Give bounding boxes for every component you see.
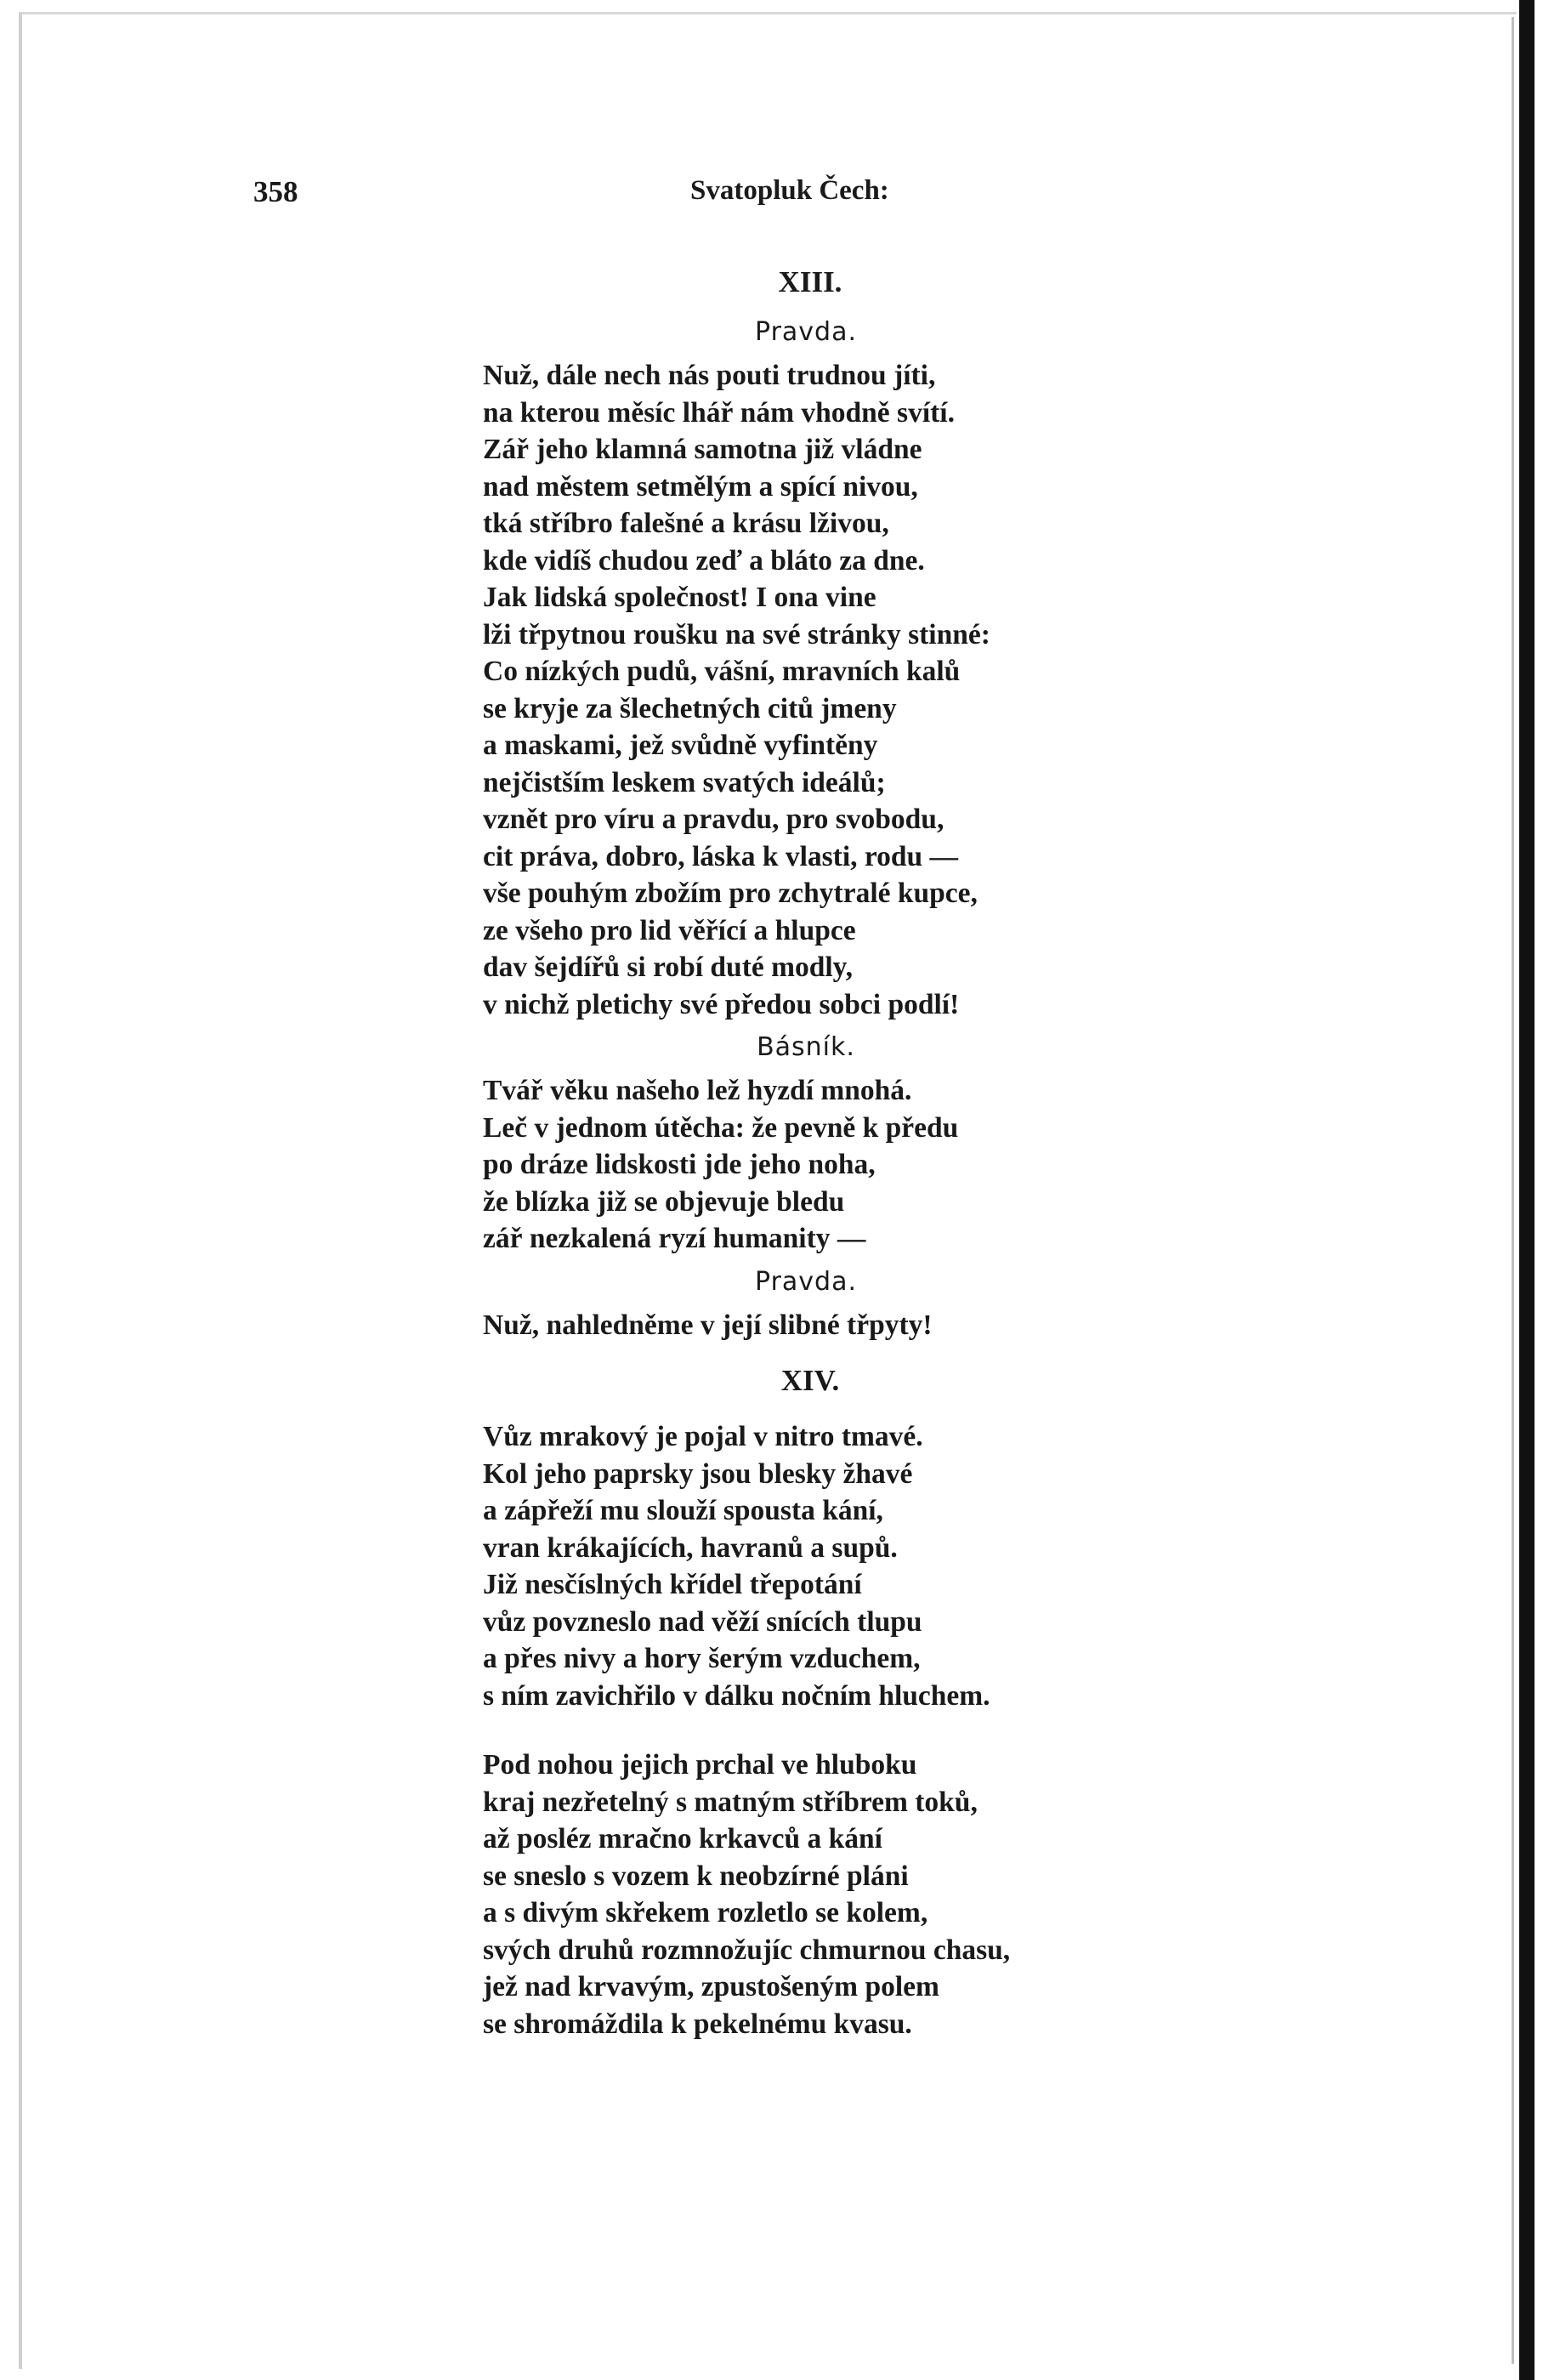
verse-line: nejčistším leskem svatých ideálů;	[483, 766, 886, 798]
speaker-label: Pravda.	[755, 1266, 857, 1297]
verse-line: kraj nezřetelný s matným stříbrem toků,	[483, 1786, 978, 1818]
speaker-label: Básník.	[757, 1032, 855, 1062]
verse-line: Tvář věku našeho lež hyzdí mnohá.	[483, 1075, 912, 1106]
verse-line: Zář jeho klamná samotna již vládne	[483, 434, 922, 465]
stanza	[483, 1747, 1163, 2042]
verse-block	[483, 1072, 1163, 1258]
running-head: Svatopluk Čech:	[690, 175, 889, 206]
verse-block	[483, 357, 1163, 1023]
speaker-label: Pravda.	[755, 317, 857, 347]
verse-line: a maskami, jež svůdně vyfintěny	[483, 730, 878, 761]
scan-edge	[1519, 0, 1534, 2380]
verse-line: vran krákajících, havranů a supů.	[483, 1531, 898, 1564]
scan-edge-line	[1512, 17, 1514, 2364]
verse-line: Kol jeho paprsky jsou blesky žhavé	[483, 1457, 913, 1490]
verse-line: cit práva, dobro, láska k vlasti, rodu —	[483, 840, 959, 872]
verse-line: kde vidíš chudou zeď a bláto za dne.	[483, 544, 925, 577]
verse-line: Vůz mrakový je pojal v nitro tmavé.	[483, 1421, 923, 1452]
page-header	[0, 175, 1543, 218]
section-title: XIII.	[778, 265, 842, 298]
verse-line: se shromáždila k pekelnému kvasu.	[483, 2008, 912, 2040]
verse-line: vůz povzneslo nad věží snících tlupu	[483, 1605, 922, 1638]
verse-line: na kterou měsíc lhář nám vhodně svítí.	[483, 396, 955, 429]
verse-line: ze všeho pro lid věřící a hlupce	[483, 914, 856, 946]
verse-line: Co nízkých pudů, vášní, mravních kalů	[483, 656, 961, 687]
verse-block	[483, 1307, 1163, 1344]
verse-line: se kryje za šlechetných citů jmeny	[483, 692, 897, 724]
verse-line: tká stříbro falešné a krásu lživou,	[483, 508, 889, 539]
verse-line: po dráze lidskosti jde jeho noha,	[483, 1149, 876, 1180]
verse-line: Nuž, nahledněme v její slibné třpyty!	[483, 1309, 933, 1341]
verse-line: se sneslo s vozem k neobzírné pláni	[483, 1860, 909, 1892]
verse-line: a s divým skřekem rozletlo se kolem,	[483, 1897, 928, 1928]
verse-line: lži třpytnou roušku na své stránky stinné:	[483, 618, 990, 650]
verse-line: a přes nivy a hory šerým vzduchem,	[483, 1643, 921, 1674]
verse-line: jež nad krvavým, zpustošeným polem	[483, 1971, 939, 2002]
verse-line: s ním zavichřilo v dálku nočním hluchem.	[483, 1679, 990, 1712]
verse-line: Jak lidská společnost! I ona vine	[483, 582, 876, 613]
verse-line: Pod nohou jejich prchal ve hluboku	[483, 1749, 917, 1781]
verse-line: Leč v jednom útěcha: že pevně k předu	[483, 1111, 959, 1144]
verse-line: že blízka již se objevuje bledu	[483, 1185, 845, 1218]
verse-line: a zápřeží mu slouží spousta kání,	[483, 1495, 883, 1526]
stanza	[483, 1418, 1163, 1714]
section-title: XIV.	[780, 1364, 840, 1397]
verse-line: vznět pro víru a pravdu, pro svobodu,	[483, 804, 945, 835]
poem-body	[483, 257, 1163, 2042]
verse-line: zář nezkalená ryzí humanity —	[483, 1223, 866, 1254]
verse-line: v nichž pletichy své předou sobci podlí!	[483, 988, 960, 1020]
page-number: 358	[253, 175, 298, 208]
verse-line: dav šejdířů si robí duté modly,	[483, 951, 853, 983]
verse-line: Již nesčíslných křídel třepotání	[483, 1569, 862, 1600]
verse-line: Nuž, dále nech nás pouti trudnou jíti,	[483, 360, 936, 391]
verse-line: nad městem setmělým a spící nivou,	[483, 470, 918, 503]
verse-line: vše pouhým zbožím pro zchytralé kupce,	[483, 878, 978, 909]
verse-line: až posléz mračno krkavců a kání	[483, 1823, 882, 1855]
verse-line: svých druhů rozmnožujíc chmurnou chasu,	[483, 1934, 1011, 1966]
